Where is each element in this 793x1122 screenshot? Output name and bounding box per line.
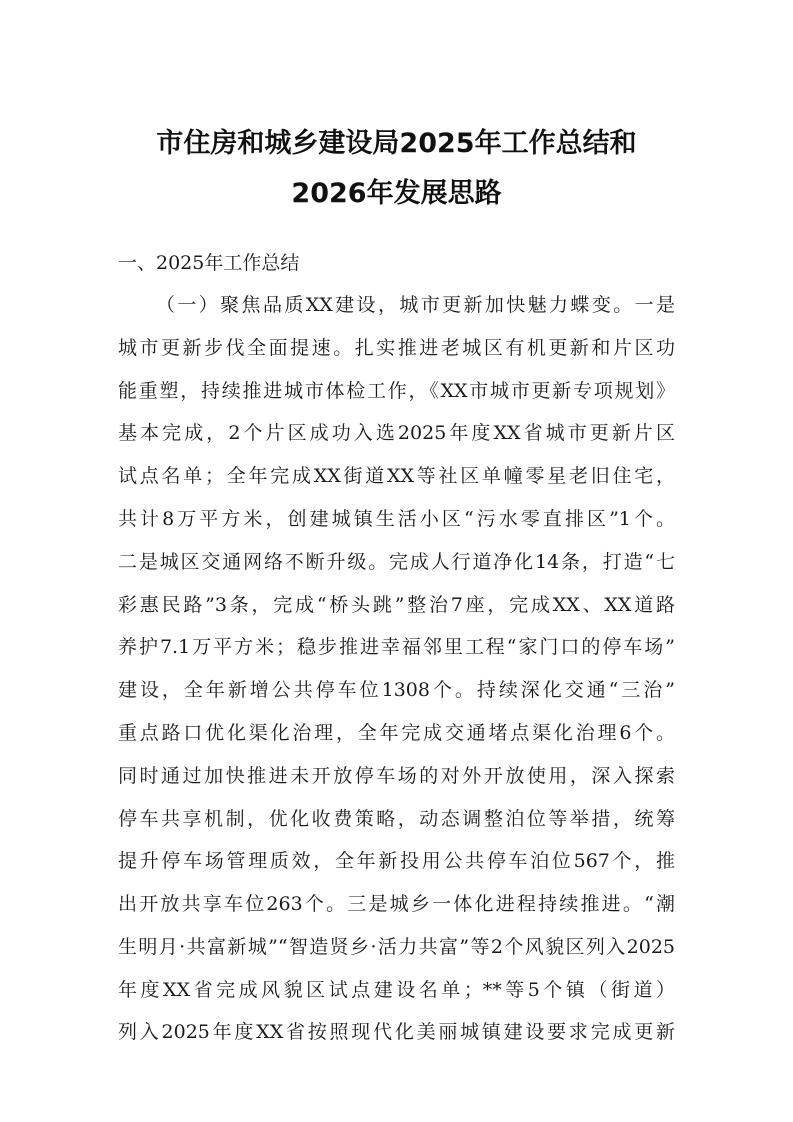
paragraph-line: 能重塑，持续推进城市体检工作，《XX市城市更新专项规划》 — [118, 380, 675, 402]
paragraph-line: 城市更新步伐全面提速。扎实推进老城区有机更新和片区功 — [118, 337, 675, 359]
paragraph-line: 试点名单；全年完成XX街道XX等社区单幢零星老旧住宅， — [118, 465, 675, 487]
paragraph-line: 生明月·共富新城”“智造贤乡·活力共富”等2个风貌区列入2025 — [118, 936, 675, 958]
paragraph-line: 建设，全年新增公共停车位1308个。持续深化交通“三治” — [118, 679, 675, 701]
paragraph-line: 养护7.1万平方米；稳步推进幸福邻里工程“家门口的停车场” — [118, 636, 675, 658]
paragraph-line: 重点路口优化渠化治理，全年完成交通堵点渠化治理6个。 — [118, 722, 675, 744]
paragraph-line: （一）聚焦品质XX建设，城市更新加快魅力蝶变。一是 — [156, 294, 675, 316]
section-heading: 一、2025年工作总结 — [118, 252, 300, 274]
paragraph-line: 出开放共享车位263个。三是城乡一体化进程持续推进。“潮 — [118, 893, 675, 915]
paragraph-line: 同时通过加快推进未开放停车场的对外开放使用，深入探索 — [118, 765, 675, 787]
paragraph-line: 基本完成，2个片区成功入选2025年度XX省城市更新片区 — [118, 422, 675, 444]
document-title-line-2: 2026年发展思路 — [291, 178, 502, 209]
paragraph-line: 共计8万平方米，创建城镇生活小区“污水零直排区”1个。 — [118, 508, 675, 530]
paragraph-line: 列入2025年度XX省按照现代化美丽城镇建设要求完成更新 — [118, 1021, 675, 1043]
paragraph-line: 提升停车场管理质效，全年新投用公共停车泊位567个，推 — [118, 850, 675, 872]
paragraph-line: 停车共享机制，优化收费策略，动态调整泊位等举措，统筹 — [118, 808, 675, 830]
paragraph-line: 二是城区交通网络不断升级。完成人行道净化14条，打造“七 — [118, 551, 675, 573]
paragraph-line: 彩惠民路”3条，完成“桥头跳”整治7座，完成XX、XX道路 — [118, 594, 675, 616]
document-title-line-1: 市住房和城乡建设局2025年工作总结和 — [156, 128, 637, 159]
paragraph-line: 年度XX省完成风貌区试点建设名单；**等5个镇（街道） — [118, 979, 675, 1001]
